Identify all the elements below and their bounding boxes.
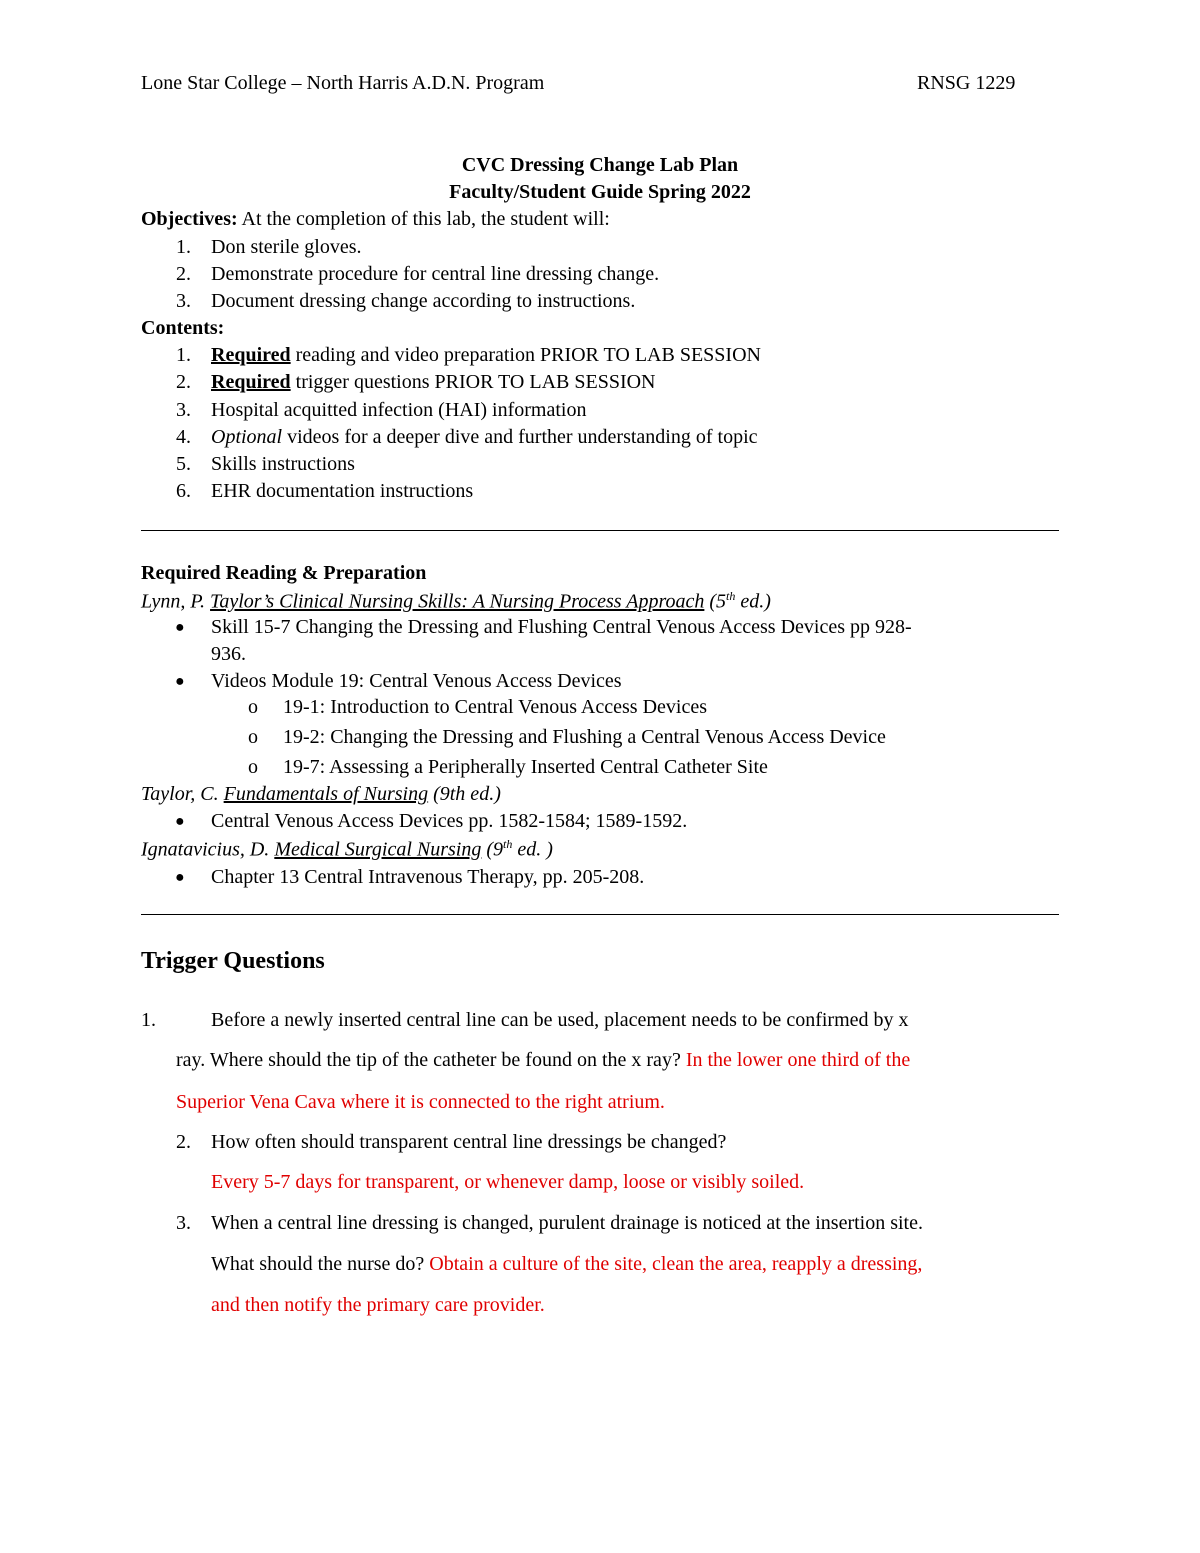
contents-item: Required reading and video preparation PRIOR TO LAB SESSION — [211, 344, 761, 366]
bullet-icon: ● — [175, 869, 185, 886]
section-divider — [141, 914, 1059, 915]
reference-ignatavicius: Ignatavicius, D. Medical Surgical Nursing (9th ed. ) — [141, 837, 553, 861]
reading-item: Chapter 13 Central Intravenous Therapy, pp. 205-208. — [211, 866, 645, 888]
header-institution: Lone Star College – North Harris A.D.N. Program — [141, 72, 545, 94]
question-number: 1. — [141, 1009, 156, 1031]
contents-item: Skills instructions — [211, 453, 355, 475]
list-number: 3. — [176, 399, 191, 421]
video-item: 19-1: Introduction to Central Venous Access Devices — [283, 696, 707, 718]
answer-text: Superior Vena Cava where it is connected to the right atrium. — [176, 1091, 665, 1113]
sub-bullet-icon: o — [248, 696, 258, 718]
contents-item: Optional videos for a deeper dive and further understanding of topic — [211, 426, 758, 448]
document-subtitle: Faculty/Student Guide Spring 2022 — [449, 181, 751, 203]
trigger-heading: Trigger Questions — [141, 948, 325, 974]
video-item: 19-7: Assessing a Peripherally Inserted Central Catheter Site — [283, 756, 768, 778]
reading-item: Central Venous Access Devices pp. 1582-1584; 1589-1592. — [211, 810, 688, 832]
document-title: CVC Dressing Change Lab Plan — [461, 154, 739, 176]
question-text: Before a newly inserted central line can be used, placement needs to be confirmed by x — [211, 1009, 909, 1031]
answer-text: Every 5-7 days for transparent, or whenever damp, loose or visibly soiled. — [211, 1171, 805, 1193]
section-divider — [141, 530, 1059, 531]
question-number: 3. — [176, 1212, 191, 1234]
list-number: 2. — [176, 371, 191, 393]
objectives-label: Objectives: — [141, 208, 238, 230]
list-number: 4. — [176, 426, 191, 448]
question-text: How often should transparent central line dressings be changed? — [211, 1131, 727, 1153]
list-number: 1. — [176, 236, 191, 258]
bullet-icon: ● — [175, 813, 185, 830]
reading-heading: Required Reading & Preparation — [141, 562, 427, 584]
objectives-line — [141, 208, 610, 231]
reading-item: Skill 15-7 Changing the Dressing and Flushing Central Venous Access Devices pp 928- — [211, 616, 912, 638]
objective-item: Demonstrate procedure for central line dressing change. — [211, 263, 660, 285]
contents-item: Hospital acquitted infection (HAI) information — [211, 399, 587, 421]
list-number: 3. — [176, 290, 191, 312]
list-number: 2. — [176, 263, 191, 285]
video-item: 19-2: Changing the Dressing and Flushing a Central Venous Access Device — [283, 726, 886, 748]
contents-label: Contents: — [141, 317, 225, 339]
objective-item: Don sterile gloves. — [211, 236, 362, 258]
contents-item: Required trigger questions PRIOR TO LAB SESSION — [211, 371, 656, 393]
answer-text: and then notify the primary care provider. — [211, 1294, 545, 1316]
question-text-continued: ray. Where should the tip of the catheter be found on the x ray? In the lower one third of the — [176, 1049, 911, 1071]
sub-bullet-icon: o — [248, 726, 258, 748]
reading-item-continued: 936. — [211, 643, 246, 665]
question-text-continued: What should the nurse do? Obtain a culture of the site, clean the area, reapply a dressing, — [211, 1253, 923, 1275]
bullet-icon: ● — [175, 619, 185, 636]
reading-item: Videos Module 19: Central Venous Access Devices — [211, 670, 622, 692]
question-number: 2. — [176, 1131, 191, 1153]
objective-item: Document dressing change according to instructions. — [211, 290, 636, 312]
list-number: 5. — [176, 453, 191, 475]
contents-item: EHR documentation instructions — [211, 480, 474, 502]
objectives-intro: At the completion of this lab, the student will: — [237, 208, 610, 230]
list-number: 1. — [176, 344, 191, 366]
question-text: When a central line dressing is changed, purulent drainage is noticed at the insertion site. — [211, 1212, 923, 1234]
header-course-code: RNSG 1229 — [917, 72, 1016, 94]
answer-text: In the lower one third of the — [685, 1049, 911, 1071]
answer-text: Obtain a culture of the site, clean the area, reapply a dressing, — [429, 1253, 923, 1275]
bullet-icon: ● — [175, 673, 185, 690]
reference-lynn: Lynn, P. Taylor’s Clinical Nursing Skills: A Nursing Process Approach (5th ed.) — [141, 589, 771, 613]
sub-bullet-icon: o — [248, 756, 258, 778]
reference-taylor: Taylor, C. Fundamentals of Nursing (9th ed.) — [141, 783, 501, 805]
list-number: 6. — [176, 480, 191, 502]
